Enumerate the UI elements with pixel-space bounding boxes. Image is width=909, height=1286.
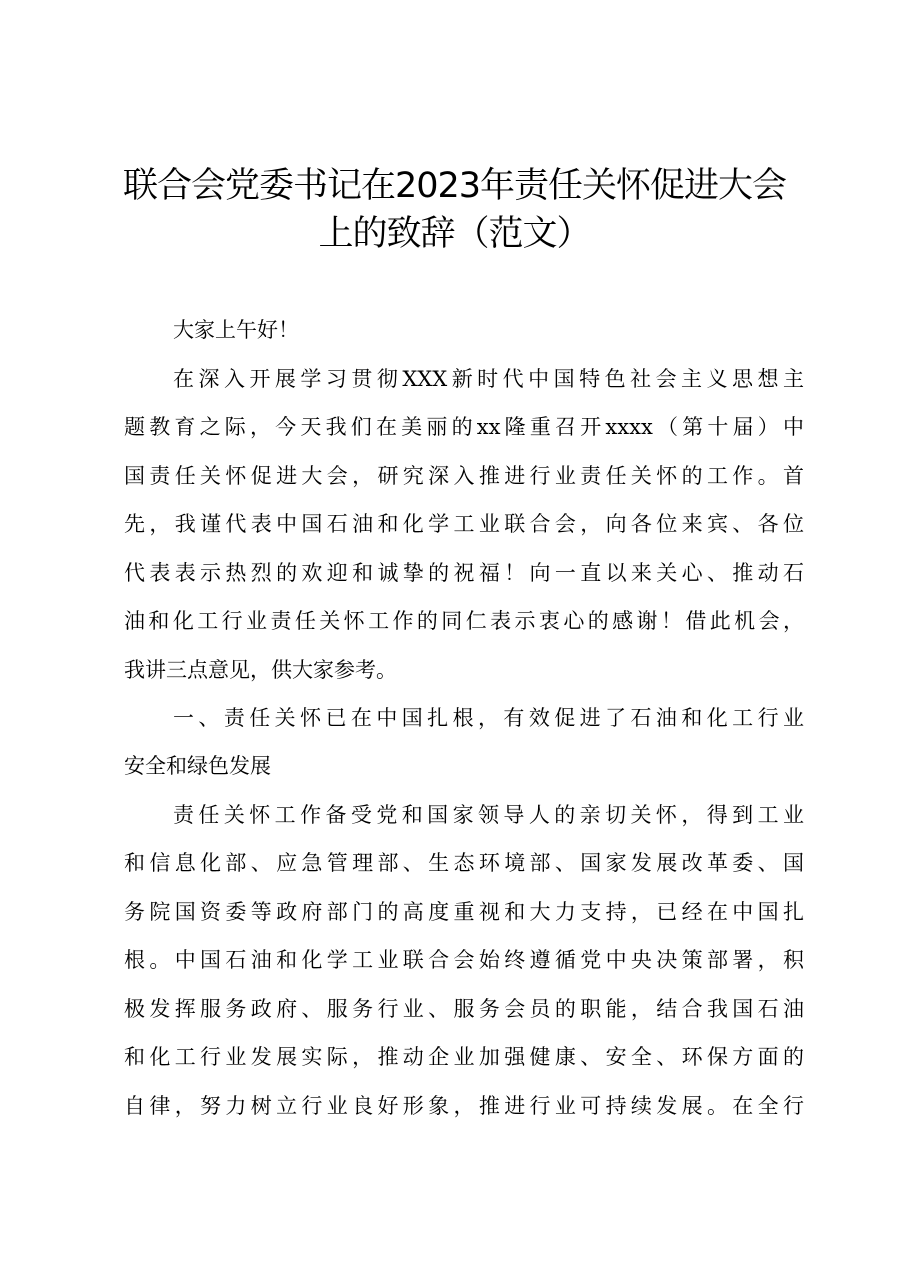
- paragraph-1-line-6: 油和化工行业责任关怀工作的同仁表示衷心的感谢！借此机会，: [124, 609, 804, 633]
- paragraph-1-line-4: 先，我谨代表中国石油和化学工业联合会，向各位来宾、各位: [124, 512, 804, 536]
- paragraph-2-line-5: 极发挥服务政府、服务行业、服务会员的职能，结合我国石油: [124, 997, 804, 1021]
- greeting: 大家上午好！: [173, 318, 299, 342]
- paragraph-1-line-1: 在深入开展学习贯彻XXX新时代中国特色社会主义思想主: [173, 367, 804, 391]
- paragraph-2-line-4: 根。中国石油和化学工业联合会始终遵循党中央决策部署，积: [124, 948, 804, 972]
- paragraph-2-line-2: 和信息化部、应急管理部、生态环境部、国家发展改革委、国: [124, 851, 804, 875]
- paragraph-2-line-3: 务院国资委等政府部门的高度重视和大力支持，已经在中国扎: [124, 900, 804, 924]
- paragraph-1-line-3: 国责任关怀促进大会，研究深入推进行业责任关怀的工作。首: [124, 464, 804, 488]
- paragraph-1-line-2: 题教育之际，今天我们在美丽的xx隆重召开xxxx（第十届）中: [124, 415, 804, 439]
- paragraph-1-line-7: 我讲三点意见，供大家参考。: [124, 658, 397, 682]
- paragraph-1-line-5: 代表表示热烈的欢迎和诚挚的祝福！向一直以来关心、推动石: [124, 561, 804, 585]
- section-heading-1-line-2: 安全和绿色发展: [124, 754, 271, 778]
- document-title-line-1: 联合会党委书记在2023年责任关怀促进大会: [122, 166, 787, 206]
- paragraph-2-line-6: 和化工行业发展实际，推动企业加强健康、安全、环保方面的: [124, 1045, 804, 1069]
- section-heading-1-line-1: 一、责任关怀已在中国扎根，有效促进了石油和化工行业: [173, 706, 804, 730]
- document-title-line-2: 上的致辞（范文）: [318, 214, 591, 254]
- paragraph-2-line-7: 自律，努力树立行业良好形象，推进行业可持续发展。在全行: [124, 1094, 804, 1118]
- paragraph-2-line-1: 责任关怀工作备受党和国家领导人的亲切关怀，得到工业: [173, 803, 804, 827]
